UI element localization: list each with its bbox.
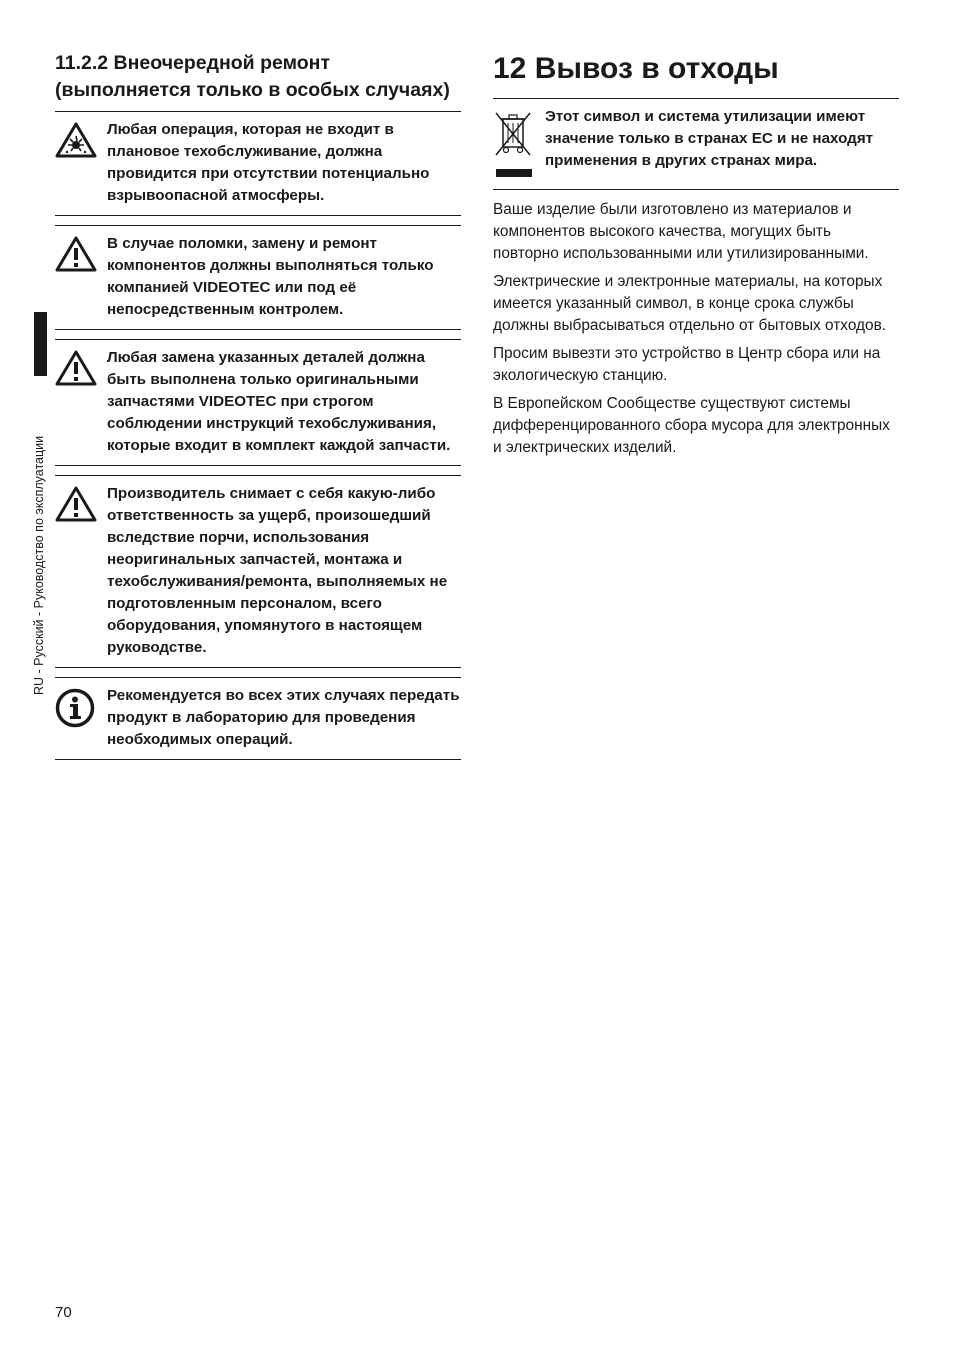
- notice-text: Рекомендуется во всех этих случаях передать продукт в лабораторию для проведения необходимых операций.: [107, 687, 460, 748]
- notice-text: Любая операция, которая не входит в плановое техобслуживание, должна провидится при отсутствии потенциально взрывоопасной атмосферы.: [107, 121, 430, 204]
- paragraph-electrical-waste: Электрические и электронные материалы, на которых имеется указанный символ, в конце срока службы должны выбрасываться отдельно от бытовых отходов.: [493, 273, 887, 334]
- warning-triangle-icon: [55, 233, 107, 272]
- notice-warning-original-parts: [55, 339, 461, 466]
- paragraph-materials: Ваше изделие были изготовлено из материалов и компонентов высокого качества, могущих быть повторно использованными или утилизированными.: [493, 201, 869, 262]
- warning-triangle-icon: [55, 483, 107, 522]
- section-heading-disposal: 12 Вывоз в отходы: [493, 52, 779, 85]
- notice-text: Производитель снимает с себя какую-либо ответственность за ущерб, произошедший вследствие порчи, использования неоригинальных запчастей, монтажа и техобслуживания/ремонта, выполняемых не подготовленным персоналом, всего оборудования, упомянутого в настоящем руководстве.: [107, 485, 448, 656]
- info-circle-icon: [55, 685, 107, 728]
- section-heading-extraordinary-repair: 11.2.2 Внеочередной ремонт (выполняется только в особых случаях): [55, 52, 450, 101]
- right-column: [493, 50, 899, 465]
- explosion-hazard-icon: [55, 119, 107, 158]
- left-column: [55, 50, 461, 769]
- notice-warning-liability: [55, 475, 461, 668]
- crossed-out-bin-icon: [493, 106, 545, 181]
- sidebar-label: RU - Русский - Руководство по эксплуатации: [32, 435, 46, 695]
- notice-text: Любая замена указанных деталей должна быть выполнена только оригинальными запчастями VIDEOTEC при строгом соблюдении инструкций техобслуживания, которые входит в комплект каждой запчасти.: [107, 349, 451, 454]
- notice-text: Этот символ и система утилизации имеют значение только в странах ЕС и не находят применения в других странах мира.: [545, 108, 874, 169]
- paragraph-collection-centre: Просим вывезти это устройство в Центр сбора или на экологическую станцию.: [493, 345, 881, 384]
- paragraph-eu-systems: В Европейском Сообществе существуют системы дифференцированного сбора мусора для электронных и электрических изделий.: [493, 395, 890, 456]
- notice-text: В случае поломки, замену и ремонт компонентов должны выполняться только компанией VIDEOTEC или под её непосредственным контролем.: [107, 235, 434, 318]
- notice-warning-repair-by-videotec: [55, 225, 461, 330]
- chapter-tab-marker: [34, 312, 47, 376]
- page-number: 70: [55, 1304, 72, 1321]
- notice-weee-symbol: [493, 98, 899, 190]
- notice-info-laboratory: [55, 677, 461, 760]
- notice-explosive-atmosphere: [55, 111, 461, 216]
- warning-triangle-icon: [55, 347, 107, 386]
